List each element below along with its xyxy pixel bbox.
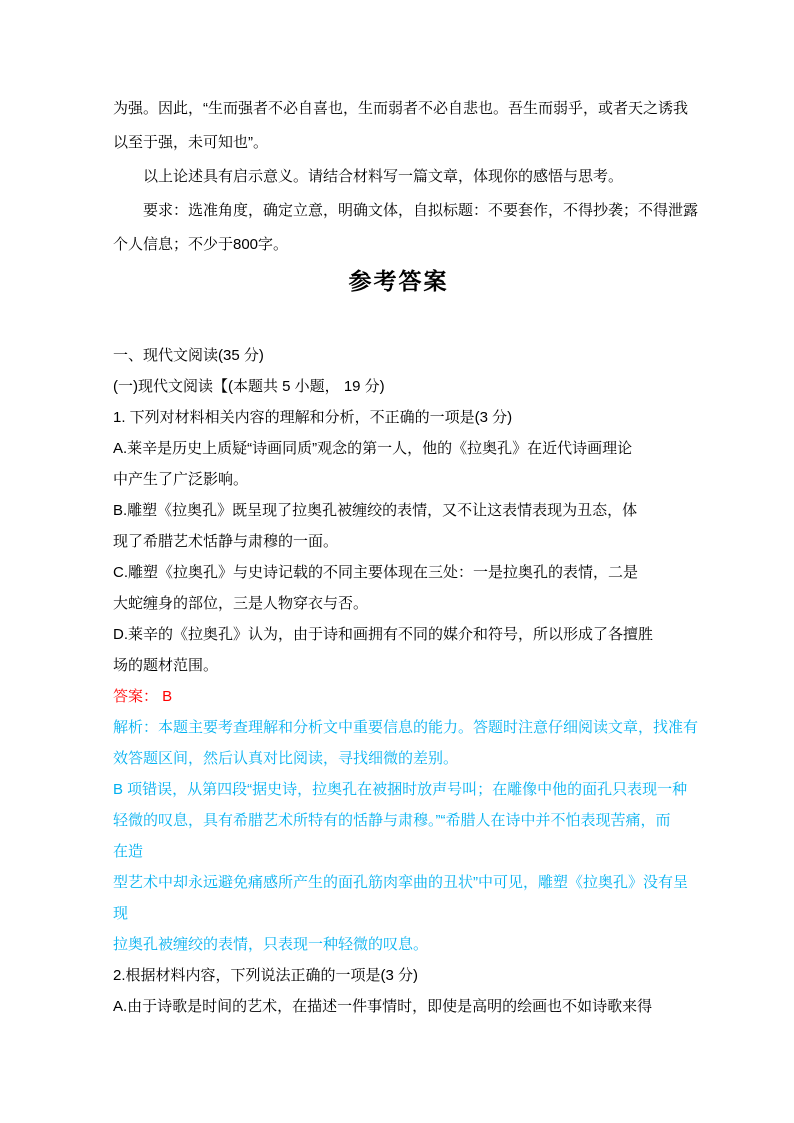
- option-b-line: B.雕塑《拉奥孔》既呈现了拉奥孔被缠绞的表情，又不让这表情表现为丑态，体: [113, 502, 638, 519]
- option-b-line: 现了希腊艺术恬静与肃穆的一面。: [113, 533, 339, 550]
- answer-line: 答案： B: [113, 688, 173, 705]
- prompt-line: 以上论述具有启示意义。请结合材料写一篇文章，体现你的感悟与思考。: [143, 168, 624, 185]
- prompt-line: 为强。因此，“生而强者不必自喜也，生而弱者不必自悲也。吾生而弱乎，或者天之诱我: [113, 100, 688, 117]
- question-2: 2.根据材料内容，下列说法正确的一项是(3 分): [113, 967, 419, 984]
- section-heading: 一、现代文阅读(35 分): [113, 347, 264, 364]
- option-d-line: 场的题材范围。: [113, 657, 219, 674]
- analysis-line: 拉奥孔被缠绞的表情，只表现一种轻微的叹息。: [113, 936, 429, 953]
- analysis-line: 效答题区间，然后认真对比阅读，寻找细微的差别。: [113, 750, 459, 767]
- analysis-line: 型艺术中却永远避免痛感所产生的面孔筋肉挛曲的丑状”中可见，雕塑《拉奥孔》没有呈: [113, 874, 688, 891]
- analysis-line: 轻微的叹息，具有希腊艺术所特有的恬静与肃穆。”“希腊人在诗中并不怕表现苦痛，而: [113, 812, 671, 829]
- option-c-line: C.雕塑《拉奥孔》与史诗记载的不同主要体现在三处：一是拉奥孔的表情，二是: [113, 564, 639, 581]
- option-d-line: D.莱辛的《拉奥孔》认为，由于诗和画拥有不同的媒介和符号，所以形成了各擅胜: [113, 626, 654, 643]
- analysis-line: 现: [113, 905, 129, 922]
- analysis-line: 在造: [113, 843, 144, 860]
- option-a-line: 中产生了广泛影响。: [113, 471, 249, 488]
- essay-prompt-section: [113, 92, 699, 262]
- analysis-line: B 项错误，从第四段“据史诗，拉奥孔在被捆时放声号叫；在雕像中他的面孔只表现一种: [113, 781, 688, 798]
- option-a-line: A.由于诗歌是时间的艺术，在描述一件事情时，即使是高明的绘画也不如诗歌来得: [113, 998, 653, 1015]
- prompt-line: 以至于强，未可知也”。: [113, 134, 268, 151]
- subsection-heading: (一)现代文阅读【(本题共 5 小题， 19 分): [113, 378, 385, 395]
- option-a-line: A.莱辛是历史上质疑“诗画同质”观念的第一人，他的《拉奥孔》在近代诗画理论: [113, 440, 633, 457]
- option-c-line: 大蛇缠身的部位，三是人物穿衣与否。: [113, 595, 369, 612]
- answer-section: [113, 340, 699, 1022]
- prompt-line: 要求：选准角度，确定立意，明确文体，自拟标题：不要套作，不得抄袭；不得泄露: [143, 202, 699, 219]
- answer-key-title: 参考答案: [348, 268, 449, 294]
- question-1: 1. 下列对材料相关内容的理解和分析，不正确的一项是(3 分): [113, 409, 513, 426]
- prompt-line: 个人信息；不少于800字。: [113, 236, 289, 253]
- analysis-line: 解析：本题主要考查理解和分析文中重要信息的能力。答题时注意仔细阅读文章，找准有: [113, 719, 699, 736]
